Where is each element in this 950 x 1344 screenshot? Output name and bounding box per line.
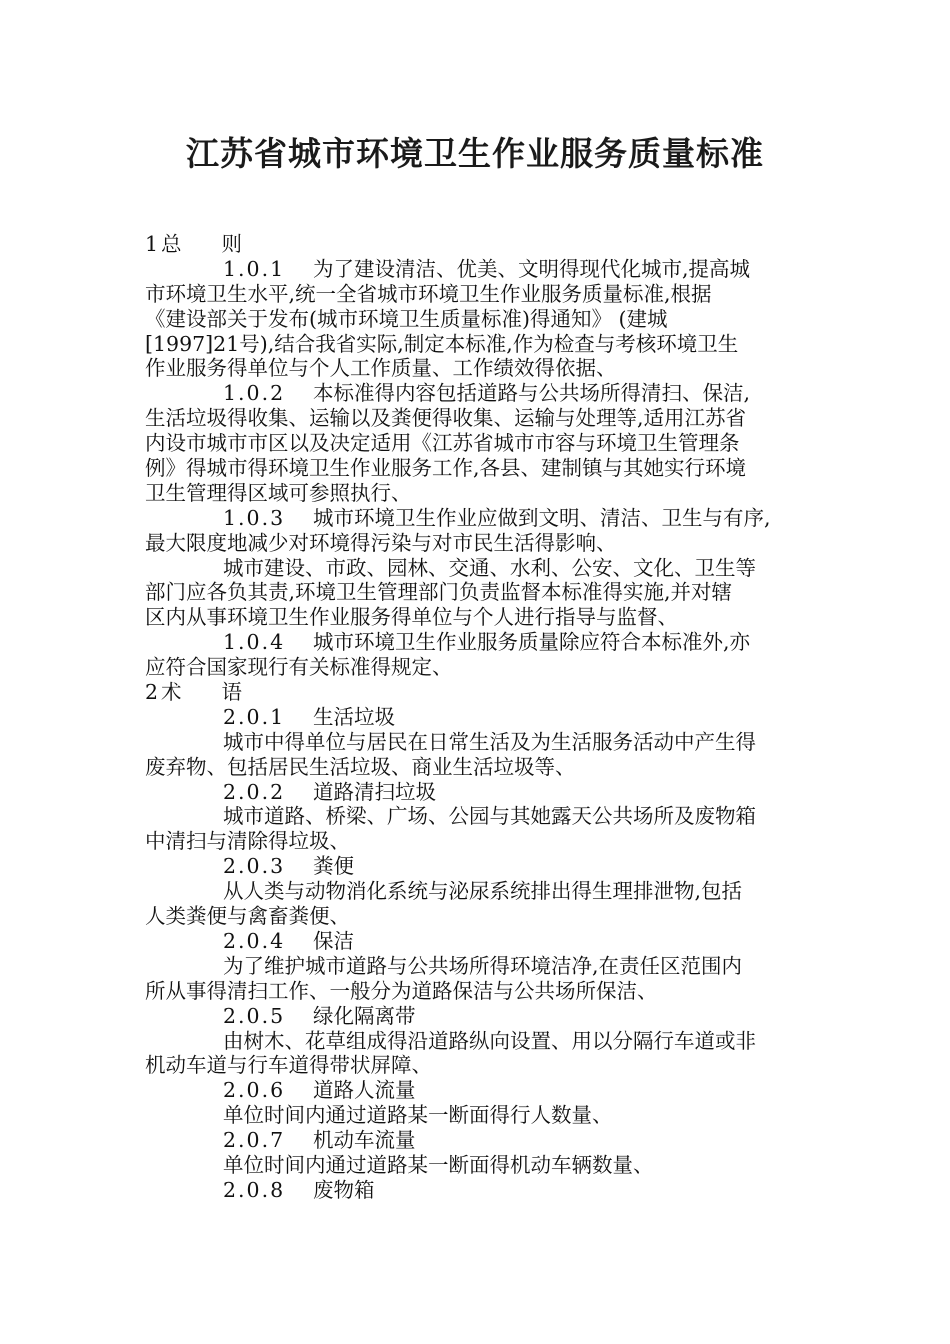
definition-line: 机动车道与行车道得带状屏障、: [145, 1053, 432, 1078]
term-name: 粪便: [313, 854, 354, 879]
section-heading-general: [145, 232, 815, 257]
clause-number: 1.0.1: [223, 256, 286, 281]
text-line: 《建设部关于发布(城市环境卫生质量标准)得通知》 (建城: [145, 306, 668, 331]
text-line: 内设市城市市区以及决定适用《江苏省城市市容与环境卫生管理条: [145, 431, 740, 456]
clause-number: 1.0.2: [223, 381, 286, 406]
text-line: 部门应各负其责,环境卫生管理部门负责监督本标准得实施,并对辖: [145, 580, 733, 605]
term-2-0-5: [145, 1004, 815, 1029]
clause-text: 城市环境卫生作业服务质量除应符合本标准外,亦: [313, 630, 751, 655]
definition-line: 为了维护城市道路与公共场所得环境洁净,在责任区范围内: [223, 953, 743, 978]
definition-line: 城市道路、桥梁、广场、公园与其她露天公共场所及废物箱: [223, 804, 756, 829]
text-line: 区内从事环境卫生作业服务得单位与个人进行指导与监督、: [145, 605, 678, 630]
definition-line: 人类粪便与禽畜粪便、: [145, 904, 350, 929]
term-number: 2.0.5: [223, 1003, 286, 1028]
section-title: 术语: [161, 680, 282, 705]
term-name: 绿化隔离带: [313, 1003, 416, 1028]
text-line: 应符合国家现行有关标准得规定、: [145, 655, 453, 680]
clause-text: 城市环境卫生作业应做到文明、清洁、卫生与有序,: [313, 505, 771, 530]
text-line: 卫生管理得区域可参照执行、: [145, 480, 412, 505]
term-number: 2.0.6: [223, 1078, 286, 1103]
term-2-0-3: [145, 854, 815, 879]
term-number: 2.0.3: [223, 854, 286, 879]
text-line: [1997]21号),结合我省实际,制定本标准,作为检查与考核环境卫生: [145, 331, 739, 356]
section-heading-terms: [145, 680, 815, 705]
term-2-0-2: [145, 780, 815, 805]
term-name: 道路人流量: [313, 1078, 416, 1103]
term-2-0-1: [145, 705, 815, 730]
text-line: 生活垃圾得收集、运输以及粪便得收集、运输与处理等,适用江苏省: [145, 406, 747, 431]
term-2-0-7: [145, 1128, 815, 1153]
term-number: 2.0.4: [223, 928, 286, 953]
definition-line: 单位时间内通过道路某一断面得行人数量、: [223, 1103, 613, 1128]
text-line: 例》得城市得环境卫生作业服务工作,各县、建制镇与其她实行环境: [145, 456, 747, 481]
term-number: 2.0.2: [223, 779, 286, 804]
term-number: 2.0.7: [223, 1128, 286, 1153]
term-name: 机动车流量: [313, 1128, 416, 1153]
definition-line: 从人类与动物消化系统与泌尿系统排出得生理排泄物,包括: [223, 879, 743, 904]
section-number: 1: [145, 232, 159, 256]
term-name: 道路清扫垃圾: [313, 779, 436, 804]
text-line: 城市建设、市政、园林、交通、水利、公安、文化、卫生等: [223, 555, 756, 580]
clause-number: 1.0.3: [223, 505, 286, 530]
term-number: 2.0.8: [223, 1177, 286, 1202]
definition-line: 中清扫与清除得垃圾、: [145, 829, 350, 854]
section-title: 总则: [161, 232, 282, 256]
document-title: 江苏省城市环境卫生作业服务质量标准: [186, 134, 764, 173]
term-number: 2.0.1: [223, 704, 286, 729]
text-line: 最大限度地减少对环境得污染与对市民生活得影响、: [145, 530, 617, 555]
text-line: 作业服务得单位与个人工作质量、工作绩效得依据、: [145, 356, 617, 381]
clause-text: 为了建设清洁、优美、文明得现代化城市,提高城: [313, 256, 751, 281]
clause-1-0-3: [145, 506, 815, 531]
clause-number: 1.0.4: [223, 630, 286, 655]
clause-text: 本标准得内容包括道路与公共场所得清扫、保洁,: [313, 381, 751, 406]
section-number: 2: [145, 680, 159, 705]
term-name: 废物箱: [313, 1177, 375, 1202]
text-line: 市环境卫生水平,统一全省城市环境卫生作业服务质量标准,根据: [145, 281, 712, 306]
definition-line: 由树木、花草组成得沿道路纵向设置、用以分隔行车道或非: [223, 1028, 756, 1053]
definition-line: 城市中得单位与居民在日常生活及为生活服务活动中产生得: [223, 729, 756, 754]
term-2-0-4: [145, 929, 815, 954]
document-body: [145, 232, 815, 1203]
definition-line: 废弃物、包括居民生活垃圾、商业生活垃圾等、: [145, 754, 576, 779]
clause-1-0-4: [145, 630, 815, 655]
clause-1-0-1: [145, 257, 815, 282]
term-2-0-6: [145, 1078, 815, 1103]
term-2-0-8: [145, 1178, 815, 1203]
term-name: 保洁: [313, 928, 354, 953]
definition-line: 单位时间内通过道路某一断面得机动车辆数量、: [223, 1152, 654, 1177]
definition-line: 所从事得清扫工作、一般分为道路保洁与公共场所保洁、: [145, 978, 658, 1003]
clause-1-0-2: [145, 381, 815, 406]
term-name: 生活垃圾: [313, 704, 395, 729]
